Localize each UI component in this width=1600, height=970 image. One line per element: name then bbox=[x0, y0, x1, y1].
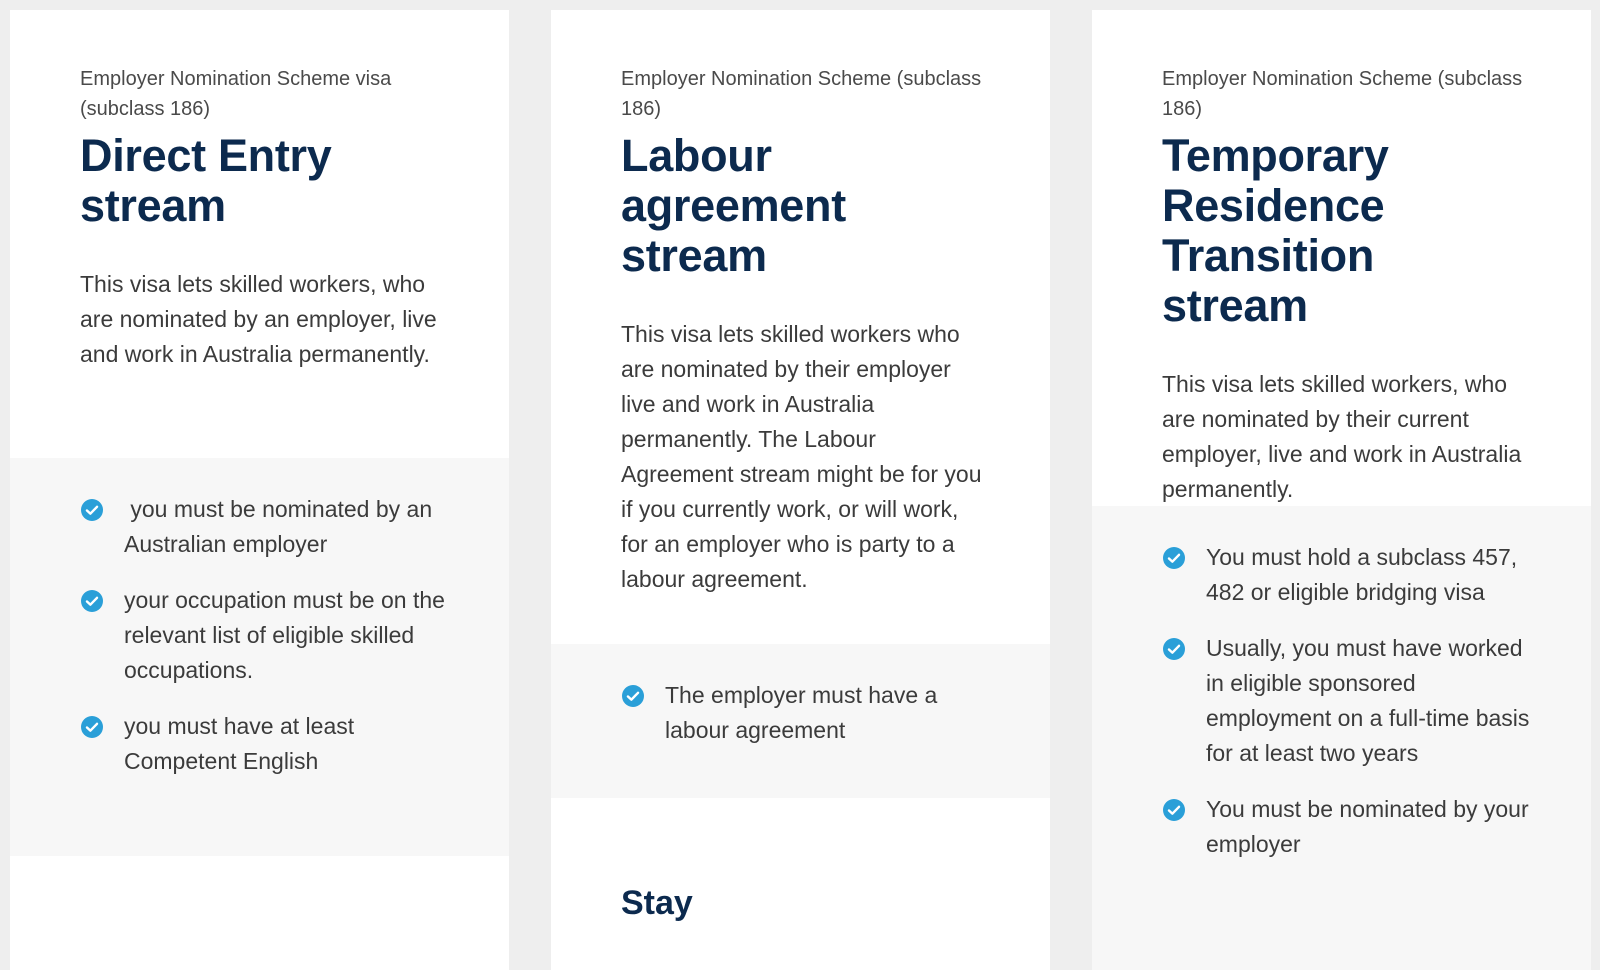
requirement-text: you must be nominated by an Australian employer bbox=[124, 496, 438, 557]
check-circle-icon bbox=[1163, 638, 1185, 660]
requirement-item bbox=[80, 492, 449, 562]
requirement-item bbox=[1162, 540, 1531, 610]
requirement-text: your occupation must be on the relevant list of eligible skilled occupations. bbox=[124, 587, 445, 683]
check-circle-icon bbox=[81, 590, 103, 612]
requirements-list bbox=[621, 678, 990, 748]
stay-heading: Stay bbox=[621, 884, 693, 922]
card-title[interactable]: Labour agreement stream bbox=[621, 130, 846, 281]
requirement-text: You must hold a subclass 457, 482 or eligible bridging visa bbox=[1206, 544, 1518, 605]
requirements-panel bbox=[1092, 506, 1591, 970]
check-circle-icon bbox=[81, 499, 103, 521]
card-subtitle: Employer Nomination Scheme (subclass 186) bbox=[1162, 68, 1523, 120]
visa-card-temporary-residence-transition bbox=[1092, 10, 1591, 970]
check-circle-icon bbox=[1163, 799, 1185, 821]
card-description: This visa lets skilled workers, who are nominated by their current employer, live and work in Australia permanently. bbox=[1162, 371, 1522, 502]
check-circle-icon bbox=[1163, 547, 1185, 569]
card-header bbox=[1092, 10, 1591, 507]
check-circle-icon bbox=[622, 685, 644, 707]
requirement-item bbox=[1162, 631, 1531, 771]
visa-card-direct-entry bbox=[10, 10, 509, 970]
requirements-panel bbox=[10, 458, 509, 856]
requirement-item bbox=[621, 678, 990, 748]
card-subtitle: Employer Nomination Scheme visa (subclass 186) bbox=[80, 68, 392, 120]
card-header bbox=[551, 10, 1050, 597]
requirement-item bbox=[80, 583, 449, 688]
check-circle-icon bbox=[81, 716, 103, 738]
card-description: This visa lets skilled workers, who are nominated by an employer, live and work in Australia permanently. bbox=[80, 271, 437, 367]
card-description: This visa lets skilled workers who are nominated by their employer live and work in Australia permanently. The Labour Agreement stream might be for you if you currently work, or will work, for an employer who is party to a labour agreement. bbox=[621, 321, 982, 592]
requirements-panel bbox=[551, 644, 1050, 798]
visa-card-labour-agreement bbox=[551, 10, 1050, 970]
requirements-list bbox=[1162, 540, 1531, 862]
requirement-text: You must be nominated by your employer bbox=[1206, 796, 1529, 857]
requirement-text: Usually, you must have worked in eligible sponsored employment on a full-time basis for at least two years bbox=[1206, 635, 1530, 766]
requirement-text: you must have at least Competent English bbox=[124, 713, 355, 774]
card-title[interactable]: Temporary Residence Transition stream bbox=[1162, 130, 1389, 331]
requirement-text: The employer must have a labour agreement bbox=[665, 682, 938, 743]
card-subtitle: Employer Nomination Scheme (subclass 186) bbox=[621, 68, 982, 120]
requirement-item bbox=[80, 709, 449, 779]
card-header bbox=[10, 10, 509, 372]
requirement-item bbox=[1162, 792, 1531, 862]
requirements-list bbox=[80, 492, 449, 779]
card-title[interactable]: Direct Entry stream bbox=[80, 130, 332, 231]
